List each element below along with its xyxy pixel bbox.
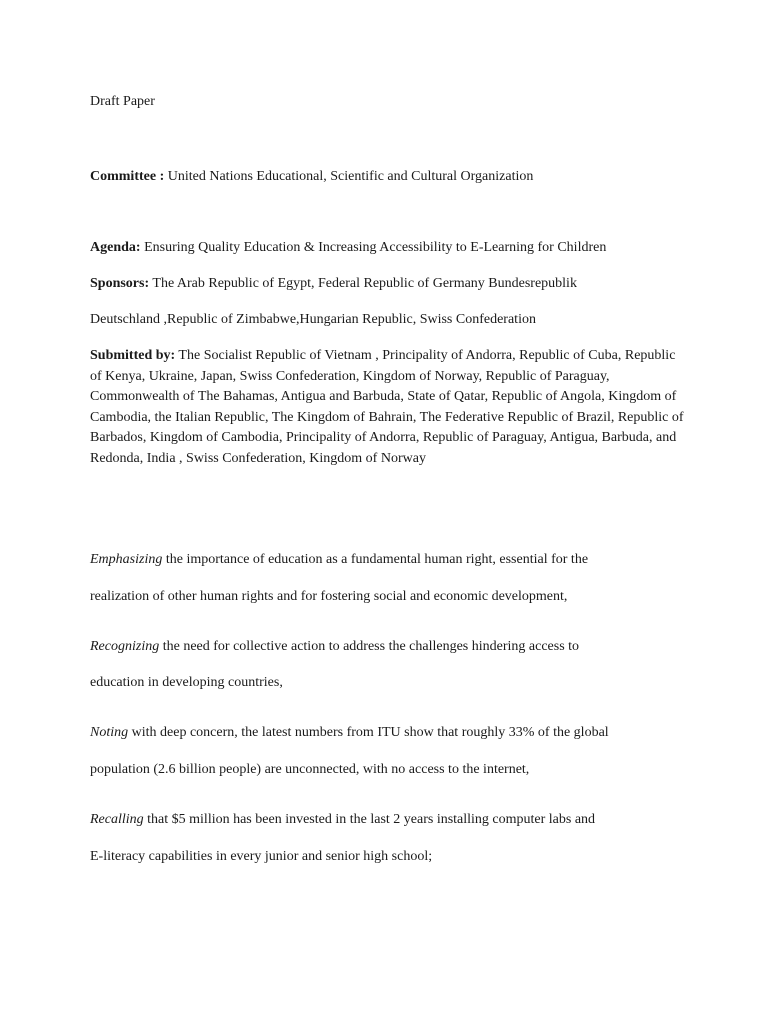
clause-emphasizing-line-2 bbox=[90, 587, 567, 607]
clause-recognizing-line-2 bbox=[90, 673, 283, 693]
clause-emphasizing-text-2: realization of other human rights and for fostering social and economic development, bbox=[90, 589, 568, 604]
clause-noting-line-1 bbox=[90, 723, 609, 743]
agenda-label: Agenda: bbox=[90, 240, 141, 255]
clause-emphasizing-text-1: the importance of education as a fundamental human right, essential for the bbox=[162, 552, 589, 567]
committee-value: United Nations Educational, Scientific and Cultural Organization bbox=[164, 169, 534, 184]
clause-noting-keyword: Noting bbox=[90, 725, 129, 740]
clause-recognizing-text-1: the need for collective action to address the challenges hindering access to bbox=[159, 639, 580, 654]
agenda-value: Ensuring Quality Education & Increasing Accessibility to E-Learning for Children bbox=[140, 240, 607, 255]
clause-recalling-line-2 bbox=[90, 847, 432, 867]
clause-recalling-text-2: E-literacy capabilities in every junior and senior high school; bbox=[90, 849, 433, 864]
clause-recognizing-text-2: education in developing countries, bbox=[90, 675, 283, 690]
clause-recognizing-line-1 bbox=[90, 637, 579, 657]
document-title-text: Draft Paper bbox=[90, 94, 155, 109]
committee-label: Committee : bbox=[90, 169, 165, 184]
submitted-by-label: Submitted by: bbox=[90, 348, 176, 363]
sponsors-label: Sponsors: bbox=[90, 276, 150, 291]
committee-line bbox=[90, 167, 533, 187]
sponsors-line-2 bbox=[90, 310, 536, 330]
clause-recalling-line-1 bbox=[90, 810, 595, 830]
sponsors-line-1 bbox=[90, 274, 577, 294]
clause-emphasizing-keyword: Emphasizing bbox=[90, 552, 163, 567]
sponsors-value-2: Deutschland ,Republic of Zimbabwe,Hungarian Republic, Swiss Confederation bbox=[90, 312, 536, 327]
clause-noting-text-2: population (2.6 billion people) are unconnected, with no access to the internet, bbox=[90, 762, 530, 777]
clause-recognizing-keyword: Recognizing bbox=[90, 639, 160, 654]
submitted-by-block bbox=[90, 346, 685, 469]
clause-noting-line-2 bbox=[90, 760, 529, 780]
submitted-by-value: The Socialist Republic of Vietnam , Principality of Andorra, Republic of Cuba, Republic of Kenya, Ukraine, Japan, Swiss Confederation, Kingdom of Norway, Republic of Paraguay, Commonwealth of The Bahamas, Antigua and Barbuda, State of Qatar, Republic of Angola, Kingdom of Cambodia, the Italian Republic, The Kingdom of Bahrain, The Federative Republic of Brazil, Republic of Barbados, Kingdom of Cambodia, Principality of Andorra, Republic of Paraguay, Antigua, Barbuda, and Redonda, India , Swiss Confederation, Kingdom of Norway bbox=[90, 348, 684, 466]
clause-noting-text-1: with deep concern, the latest numbers from ITU show that roughly 33% of the global bbox=[128, 725, 609, 740]
clause-recalling-text-1: that $5 million has been invested in the last 2 years installing computer labs and bbox=[143, 812, 596, 827]
clause-emphasizing-line-1 bbox=[90, 550, 588, 570]
clause-recalling-keyword: Recalling bbox=[90, 812, 144, 827]
agenda-line bbox=[90, 238, 606, 258]
sponsors-value-1: The Arab Republic of Egypt, Federal Republic of Germany Bundesrepublik bbox=[149, 276, 577, 291]
document-title bbox=[90, 92, 155, 112]
